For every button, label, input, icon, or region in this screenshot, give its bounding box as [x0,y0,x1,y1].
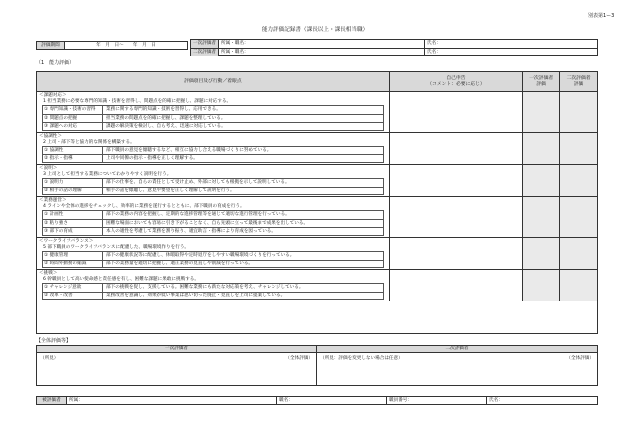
criterion-name: ② 問題点の把握 [43,115,103,123]
criterion-name: ① チャレンジ意欲 [43,284,103,292]
criterion-name: ② 時間外勤務の縮減 [43,261,103,268]
overall-first-comment[interactable] [37,353,317,386]
self-assessment-cell[interactable] [390,165,524,196]
group-items [37,270,390,301]
group-heading: ＜挑戦＞ [39,271,58,277]
section-label: （1 能力評価） [36,60,75,66]
criterion-name: ③ 課題への対応 [43,123,103,130]
criterion-text: 業務に関する専門的知識・技術を習得し、応用できる。 [106,107,221,113]
header-self-note: （コメント：必要に応じ） [427,81,485,87]
criterion-text: 部下の仕事を、自らの責任として受け止め、外部に対しても根拠を示して説明している。 [106,180,290,186]
overall-table [36,345,598,386]
header-first-sub: 評価 [536,81,546,87]
period-value[interactable]: 年 月 日～ 年 月 日 [96,42,156,48]
criterion-text: 部下の業務の内容を把握し、定期的な進捗管理等を通じて適切な進行管理を行っている。 [106,212,290,218]
group-items [37,238,390,269]
criterion-text: 本人の適性を考慮して業務を割り振り、適宜助言・指導により育成を図っている。 [106,229,276,234]
evaluator-box [190,39,598,56]
group-description: 5 部下職員のワークライフバランスに配慮した、職場環境作りを行う。 [43,244,190,250]
evaluation-group [37,133,597,165]
second-evaluator-cell[interactable] [560,92,597,132]
header-second-title: 二次評価者 [566,75,591,81]
criterion-row [42,210,384,219]
evaluation-group [37,165,597,197]
group-heading: ＜業務運営＞ [39,198,67,204]
overall-second-comment[interactable] [317,353,597,386]
first-evaluator-cell[interactable] [523,165,560,196]
self-assessment-cell[interactable] [390,270,524,301]
evaluation-group [37,270,597,301]
overall-header [37,346,597,353]
self-assessment-cell[interactable] [390,197,524,237]
evaluatee-affiliation[interactable]: 所属： [67,397,277,404]
period-label: 評価期間 [37,42,65,49]
evaluation-groups [37,92,597,301]
second-evaluator-position[interactable]: 所属・職名： [219,49,425,56]
group-description: 1 担当業務に必要な専門的知識・技術を習得し、問題点を的確に把握し、課題に対応する。 [43,99,232,104]
criterion-text: 部下の挑戦を促し、支援している。困難な業務にも新たな対応策を考え、チャレンジしている。 [106,285,304,291]
evaluation-table [36,71,598,334]
evaluation-group [37,197,597,238]
evaluation-group [37,92,597,133]
criterion-row [42,187,384,196]
criterion-name: ② 指示・指導 [43,155,103,162]
second-evaluator-name[interactable]: 氏名： [427,49,441,55]
criterion-row [42,146,384,155]
evaluatee-name[interactable]: 氏名： [489,397,503,403]
group-items [37,165,390,196]
criterion-text: 課題の解決策を検討し、自ら考え、迅速に対応している。 [106,123,226,129]
criterion-name: ① 協調性 [43,147,103,155]
first-evaluator-position[interactable]: 所属・職名： [219,40,425,48]
overall-first-head: 一次評価者 [37,346,317,352]
criterion-row [42,122,384,131]
criterion-row [42,251,384,260]
criterion-text: 困難な場面においても容易に引き下がることなく、自ら先頭に立って最後まで成果を出している。 [106,220,309,226]
evaluatee-position[interactable]: 職名： [277,397,387,404]
criterion-name: ② 相手の話の理解 [43,188,103,195]
table-header [37,72,597,92]
criterion-text: 上司や同僚の指示・指導を正しく理解する。 [106,156,198,162]
group-description: 2 上司・部下等と協力的な関係を構築する。 [43,139,135,145]
first-evaluator-cell[interactable] [523,197,560,237]
evaluatee-staff-no[interactable]: 職員番号： [387,397,487,404]
evaluatee-box [36,396,598,405]
overall-body [37,353,597,386]
overall-label: 【全体評価等】 [36,338,72,344]
group-items [37,133,390,164]
second-evaluator-label: 二次評価者 [191,49,219,56]
criterion-text: 部下職員の意見を傾聴するなど、相互に協力し合える職場づくりに努めている。 [106,147,272,153]
criterion-text: 部下の健康状況等に配慮し、休暇取得や定時退庁をしやすい職場環境づくりを行っている。 [106,253,295,259]
criterion-name: ③ 部下の育成 [43,228,103,235]
evaluation-group [37,238,597,270]
criterion-text: 担当業務の問題点を的確に把握し、課題を整理している。 [106,115,226,121]
second-evaluator-cell[interactable] [560,238,597,269]
group-description: 4 ラインや全体の進捗をチェックし、効率的に業務を遂行するとともに、部下職員の育成を行う。 [43,204,245,210]
self-assessment-cell[interactable] [390,92,524,132]
criterion-row [42,260,384,269]
header-second-evaluator [560,72,597,91]
criterion-name: ① 専門知識・技術の習得 [43,106,103,114]
group-heading: ＜説明＞ [39,165,58,171]
criterion-row [42,227,384,236]
second-evaluator-cell[interactable] [560,165,597,196]
first-evaluator-name[interactable]: 氏名： [427,41,441,47]
header-first-evaluator [523,72,560,91]
criterion-row [42,178,384,187]
criterion-name: ① 健康管理 [43,252,103,260]
second-evaluator-cell[interactable] [560,133,597,164]
overall-second-remarks-label: （所見：評価を変更しない場合は任意） [320,356,403,361]
criterion-text: 業務改善を意識し、効果が低い事業は思い切った廃止・見直しを上司に提案している。 [106,293,286,299]
header-items: 評価項目及び行動／着眼点 [37,72,390,91]
criterion-name: ② 粘り強さ [43,220,103,228]
period-box [36,41,188,50]
first-evaluator-cell[interactable] [523,238,560,269]
first-evaluator-cell[interactable] [523,133,560,164]
group-items [37,92,390,132]
group-heading: ＜ワークライフバランス＞ [39,238,94,244]
criterion-name: ① 計画性 [43,211,103,219]
criterion-row [42,114,384,123]
overall-second-head: 二次評価者 [445,346,469,352]
criterion-row [42,292,384,301]
first-evaluator-row [191,40,597,48]
criterion-name: ① 説明力 [43,179,103,187]
criterion-text: 相手の話を傾聴し、意見や要望を正しく理解して説明を行う。 [106,188,235,194]
group-heading: ＜課題対応＞ [39,93,67,98]
group-items [37,197,390,237]
second-evaluator-cell[interactable] [560,270,597,301]
sheet-reference: 別表第1ー3 [588,13,615,19]
group-description: 6 幹職員として高い使命感と責任感を有し、困難な課題に果敢に挑戦する。 [43,277,199,283]
criterion-row [42,219,384,228]
evaluatee-label: 被評価者 [37,397,67,404]
group-description: 3 上司として担当する業務についてわかりやすく説明を行う。 [43,171,172,177]
second-evaluator-cell[interactable] [560,197,597,237]
first-evaluator-cell[interactable] [523,92,560,132]
criterion-row [42,283,384,292]
self-assessment-cell[interactable] [390,133,524,164]
header-first-title: 一次評価者 [529,75,554,81]
overall-second-rating-label: （全体評価） [566,356,594,361]
first-evaluator-cell[interactable] [523,270,560,301]
header-self [390,72,524,91]
criterion-row [42,105,384,114]
self-assessment-cell[interactable] [390,238,524,269]
criterion-name: ② 改革・改善 [43,293,103,300]
overall-first-remarks-label: （所見） [40,356,59,361]
second-evaluator-row [191,48,597,56]
header-self-title: 自己申告 [446,75,466,81]
group-heading: ＜協調性＞ [39,133,62,139]
criterion-text: 部下の業務量を適切に把握し、適正業務の見直しや削減を行っている。 [106,261,254,267]
document-title: 能力評価記録書（課長以上・課長相当職） [261,27,369,33]
criterion-row [42,154,384,163]
first-evaluator-label: 一次評価者 [191,40,219,48]
header-second-sub: 評価 [573,81,584,87]
overall-first-rating-label: （全体評価） [285,356,313,361]
